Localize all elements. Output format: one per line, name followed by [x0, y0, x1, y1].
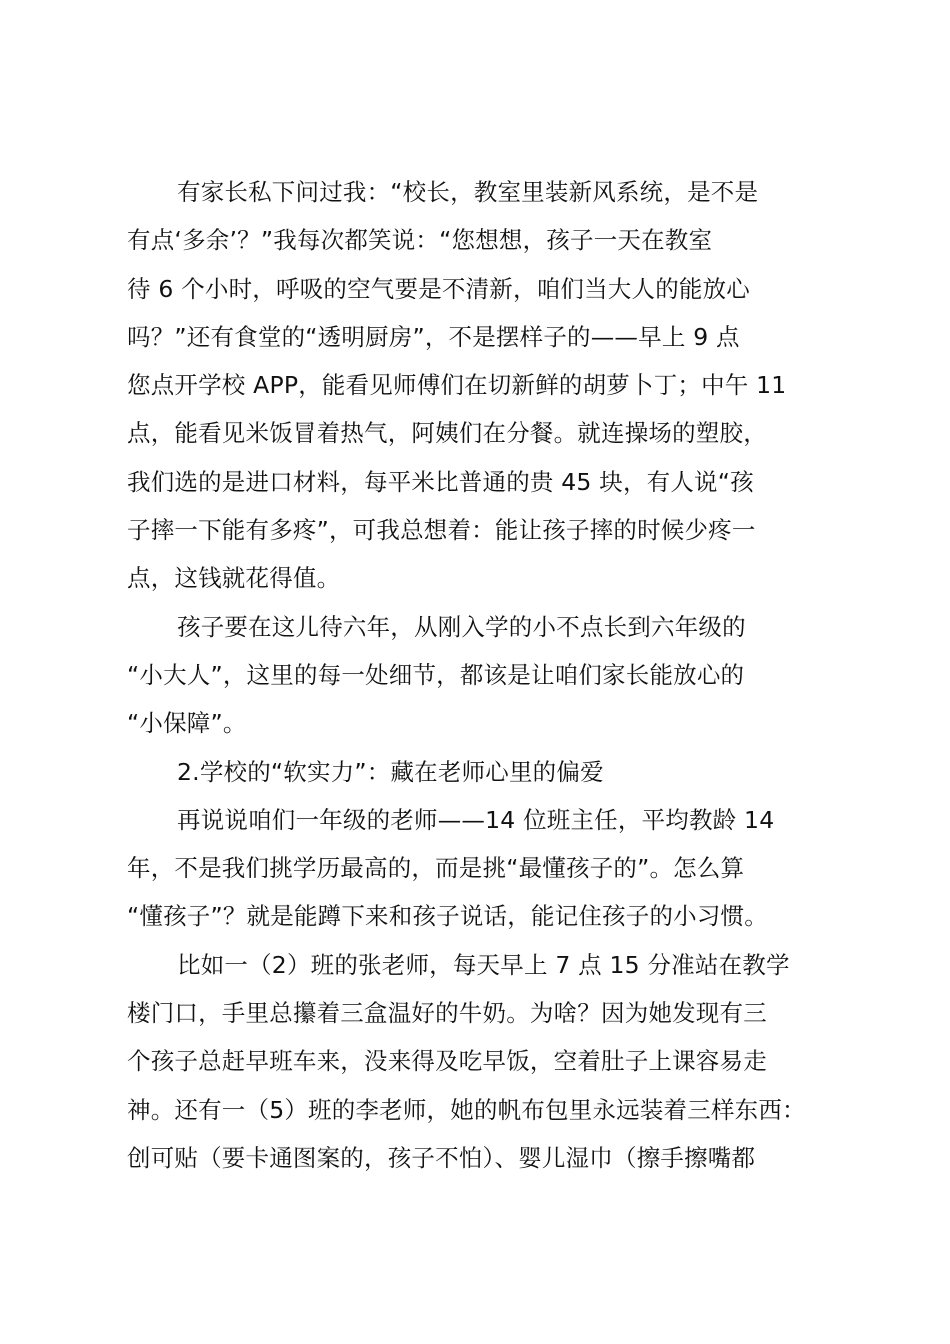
document-body: [127, 168, 839, 1182]
text-line: “小保障”。: [127, 709, 247, 738]
text-line: 待 6 个小时，呼吸的空气要是不清新，咱们当大人的能放心: [127, 274, 750, 303]
text-line: “懂孩子”？就是能蹲下来和孩子说话，能记住孩子的小习惯。: [127, 902, 768, 931]
text-line: 点，能看见米饭冒着热气，阿姨们在分餐。就连操场的塑胶，: [127, 419, 767, 448]
text-line: 2.学校的“软实力”：藏在老师心里的偏爱: [177, 757, 604, 786]
text-line: 有家长私下问过我：“校长，教室里装新风系统，是不是: [177, 178, 759, 206]
text-line: 点，这钱就花得值。: [127, 564, 341, 593]
text-line: 神。还有一（5）班的李老师，她的帆布包里永远装着三样东西：: [127, 1095, 806, 1124]
text-line: 孩子要在这儿待六年，从刚入学的小不点长到六年级的: [177, 612, 746, 641]
text-line: 您点开学校 APP，能看见师傅们在切新鲜的胡萝卜丁；中午 11: [127, 371, 787, 400]
text-line: “小大人”，这里的每一处细节，都该是让咱们家长能放心的: [127, 660, 745, 689]
text-line: 比如一（2）班的张老师，每天早上 7 点 15 分准站在教学: [177, 950, 790, 979]
text-line: 子摔一下能有多疼”，可我总想着：能让孩子摔的时候少疼一: [127, 516, 756, 545]
text-line: 有点‘多余’？”我每次都笑说：“您想想，孩子一天在教室: [127, 226, 713, 255]
text-line: 个孩子总赶早班车来，没来得及吃早饭，空着肚子上课容易走: [127, 1047, 767, 1076]
text-line: 再说说咱们一年级的老师——14 位班主任，平均教龄 14: [177, 805, 775, 834]
text-line: 创可贴（要卡通图案的，孩子不怕）、婴儿湿巾（擦手擦嘴都: [127, 1143, 756, 1172]
text-line: 我们选的是进口材料，每平米比普通的贵 45 块，有人说“孩: [127, 467, 754, 496]
text-line: 吗？”还有食堂的“透明厨房”，不是摆样子的——早上 9 点: [127, 322, 740, 351]
text-line: 楼门口，手里总攥着三盒温好的牛奶。为啥？因为她发现有三: [127, 999, 767, 1028]
text-line: 年，不是我们挑学历最高的，而是挑“最懂孩子的”。怎么算: [127, 854, 745, 883]
